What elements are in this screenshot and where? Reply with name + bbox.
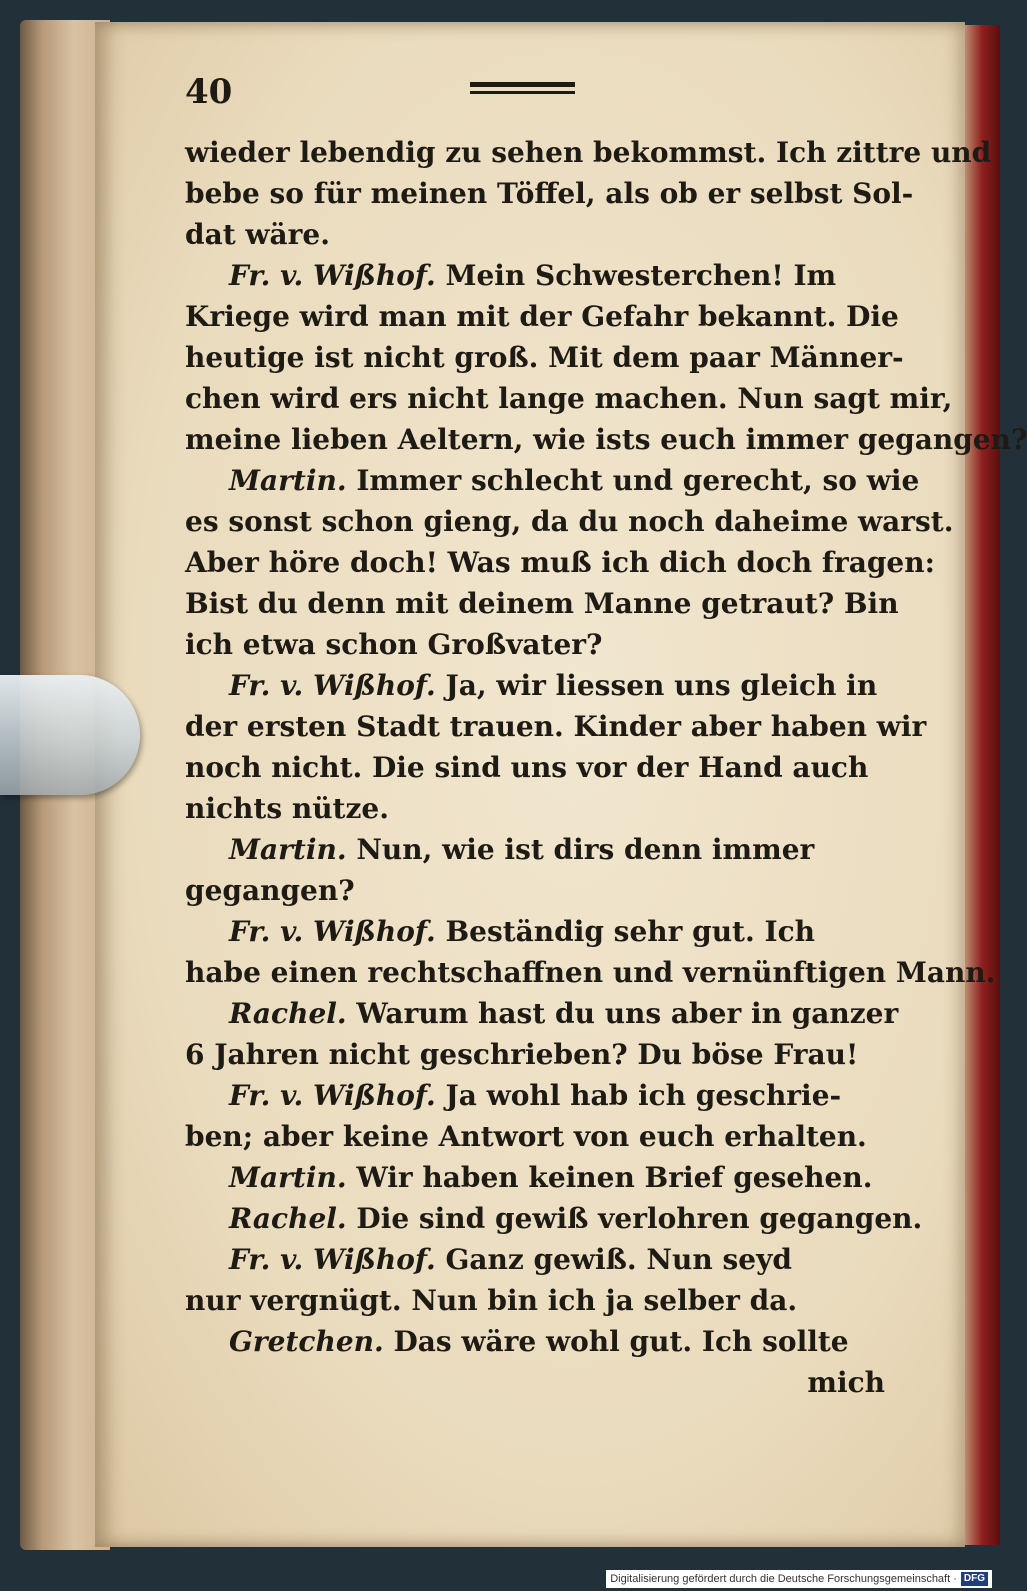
text-line <box>185 1362 885 1403</box>
line-text: Ja wohl hab ich geschrie- <box>435 1079 842 1112</box>
text-line <box>185 460 920 501</box>
line-text: Beständig sehr gut. Ich <box>435 915 815 948</box>
text-line <box>185 378 953 419</box>
header-rule-thick <box>470 82 575 87</box>
text-line <box>185 1034 885 1075</box>
page-stack-right <box>960 25 1000 1545</box>
header-rule-thin <box>470 91 575 94</box>
text-line <box>185 1116 885 1157</box>
line-text: 6 Jahren nicht geschrieben? Du böse Frau! <box>185 1038 859 1071</box>
text-line <box>185 911 885 952</box>
line-text: dat wäre. <box>185 218 330 251</box>
text-line <box>185 173 914 214</box>
text-line <box>185 1280 885 1321</box>
line-text: Mein Schwesterchen! Im <box>435 259 837 292</box>
text-line <box>185 788 885 829</box>
text-line <box>185 255 885 296</box>
line-text: Aber höre doch! Was muß ich dich doch fragen: <box>185 546 935 579</box>
line-text: mich <box>807 1366 885 1399</box>
speaker-name: Martin. <box>229 1161 347 1194</box>
line-text: bebe so für meinen Töffel, als ob er selbst Sol- <box>185 177 914 210</box>
page-clip <box>0 675 140 795</box>
line-text: gegangen? <box>185 874 355 907</box>
text-line <box>185 132 992 173</box>
text-line <box>185 870 885 911</box>
text-line <box>185 829 885 870</box>
line-text: Bist du denn mit deinem Manne getraut? Bin <box>185 587 899 620</box>
page-number: 40 <box>185 72 233 112</box>
speaker-name: Fr. v. Wißhof. <box>229 915 436 948</box>
page-text <box>185 132 1027 1403</box>
speaker-name: Rachel. <box>229 1202 347 1235</box>
footer-text: Digitalisierung gefördert durch die Deutsche Forschungsgemeinschaft · <box>610 1573 957 1585</box>
speaker-name: Fr. v. Wißhof. <box>229 1079 436 1112</box>
text-line <box>185 419 1027 460</box>
speaker-name: Rachel. <box>229 997 347 1030</box>
text-line <box>185 1157 885 1198</box>
text-line <box>185 1321 885 1362</box>
line-text: Ganz gewiß. Nun seyd <box>435 1243 792 1276</box>
text-line <box>185 1239 885 1280</box>
speaker-name: Martin. <box>229 833 347 866</box>
page-header <box>185 72 885 112</box>
line-text: ich etwa schon Großvater? <box>185 628 603 661</box>
text-line <box>185 1075 885 1116</box>
line-text: Ja, wir liessen uns gleich in <box>435 669 878 702</box>
line-text: meine lieben Aeltern, wie ists euch immer gegangen? <box>185 423 1027 456</box>
text-line <box>185 296 899 337</box>
speaker-name: Fr. v. Wißhof. <box>229 259 436 292</box>
line-text: Die sind gewiß verlohren gegangen. <box>346 1202 923 1235</box>
line-text: nichts nütze. <box>185 792 389 825</box>
line-text: Immer schlecht und gerecht, so wie <box>346 464 920 497</box>
line-text: nur vergnügt. Nun bin ich ja selber da. <box>185 1284 798 1317</box>
text-line <box>185 624 885 665</box>
line-text: Warum hast du uns aber in ganzer <box>346 997 899 1030</box>
line-text: der ersten Stadt trauen. Kinder aber haben wir <box>185 710 927 743</box>
text-line <box>185 665 885 706</box>
text-line <box>185 747 885 788</box>
line-text: Kriege wird man mit der Gefahr bekannt. Die <box>185 300 899 333</box>
text-line <box>185 706 927 747</box>
line-text: Das wäre wohl gut. Ich sollte <box>383 1325 849 1358</box>
line-text: Nun, wie ist dirs denn immer <box>346 833 815 866</box>
line-text: ben; aber keine Antwort von euch erhalten. <box>185 1120 867 1153</box>
text-line <box>185 1198 923 1239</box>
text-line <box>185 501 954 542</box>
text-line <box>185 993 899 1034</box>
text-line <box>185 542 935 583</box>
speaker-name: Gretchen. <box>229 1325 384 1358</box>
text-line <box>185 337 904 378</box>
speaker-name: Martin. <box>229 464 347 497</box>
footer-credit <box>606 1570 992 1588</box>
line-text: noch nicht. Die sind uns vor der Hand auch <box>185 751 869 784</box>
text-line <box>185 583 899 624</box>
line-text: Wir haben keinen Brief gesehen. <box>346 1161 873 1194</box>
speaker-name: Fr. v. Wißhof. <box>229 669 436 702</box>
text-line <box>185 214 885 255</box>
text-line <box>185 952 996 993</box>
line-text: wieder lebendig zu sehen bekommst. Ich zittre und <box>185 136 992 169</box>
speaker-name: Fr. v. Wißhof. <box>229 1243 436 1276</box>
line-text: es sonst schon gieng, da du noch daheime warst. <box>185 505 954 538</box>
line-text: habe einen rechtschaffnen und vernünftigen Mann. <box>185 956 996 989</box>
dfg-logo: DFG <box>961 1572 988 1586</box>
line-text: chen wird ers nicht lange machen. Nun sagt mir, <box>185 382 953 415</box>
line-text: heutige ist nicht groß. Mit dem paar Männer- <box>185 341 904 374</box>
